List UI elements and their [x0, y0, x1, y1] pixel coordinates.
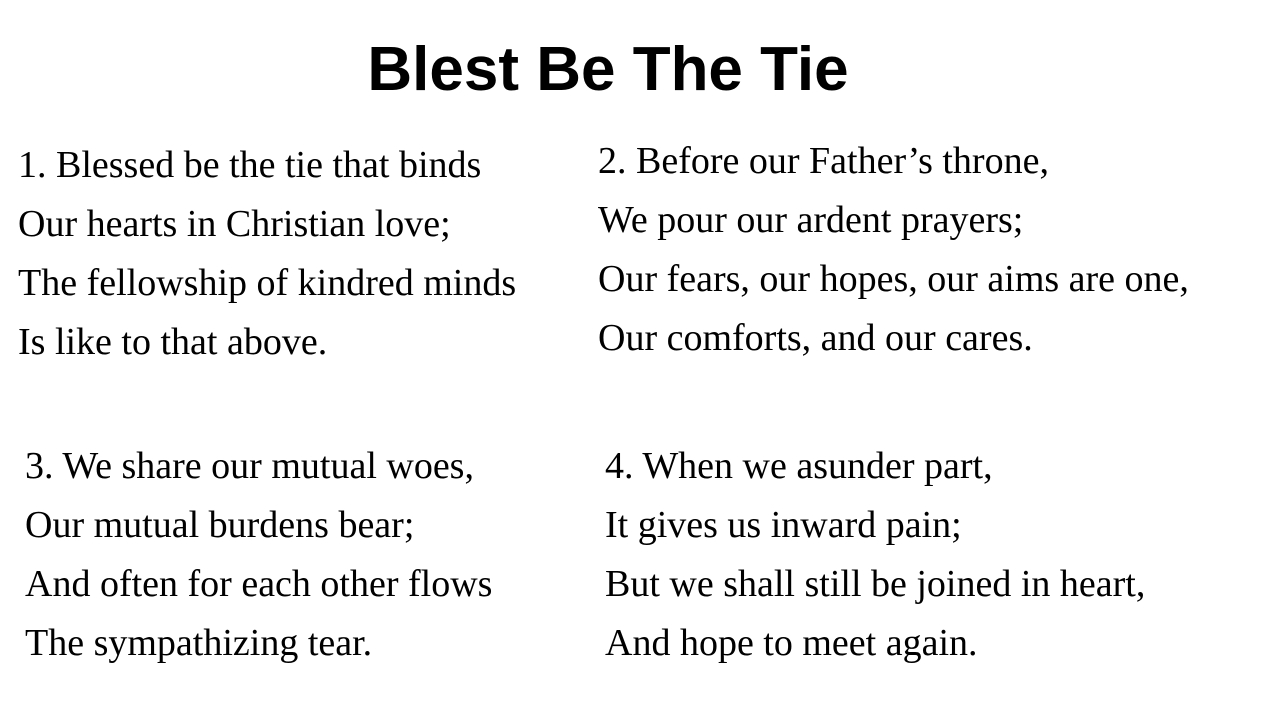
- hymn-title: Blest Be The Tie: [367, 35, 849, 104]
- verse-line: 2. Before our Father’s throne,: [598, 140, 1049, 182]
- verse-line: Is like to that above.: [18, 321, 328, 363]
- verse-4: [605, 437, 1145, 673]
- verse-line: And hope to meet again.: [605, 622, 978, 664]
- verse-1: [18, 136, 516, 372]
- verse-line: 4. When we asunder part,: [605, 445, 993, 487]
- verse-line: And often for each other flows: [25, 563, 493, 605]
- verse-3: [25, 437, 492, 673]
- verse-line: Our mutual burdens bear;: [25, 504, 415, 546]
- verse-line: Our comforts, and our cares.: [598, 317, 1033, 359]
- verse-2: [598, 132, 1189, 368]
- verse-line: The fellowship of kindred minds: [18, 262, 517, 304]
- verse-line: It gives us inward pain;: [605, 504, 962, 546]
- verse-line: 1. Blessed be the tie that binds: [18, 144, 482, 186]
- verse-line: We pour our ardent prayers;: [598, 199, 1024, 241]
- verse-line: But we shall still be joined in heart,: [605, 563, 1146, 605]
- verse-line: Our hearts in Christian love;: [18, 203, 451, 245]
- verse-line: Our fears, our hopes, our aims are one,: [598, 258, 1189, 300]
- verse-line: 3. We share our mutual woes,: [25, 445, 474, 487]
- verse-line: The sympathizing tear.: [25, 622, 373, 664]
